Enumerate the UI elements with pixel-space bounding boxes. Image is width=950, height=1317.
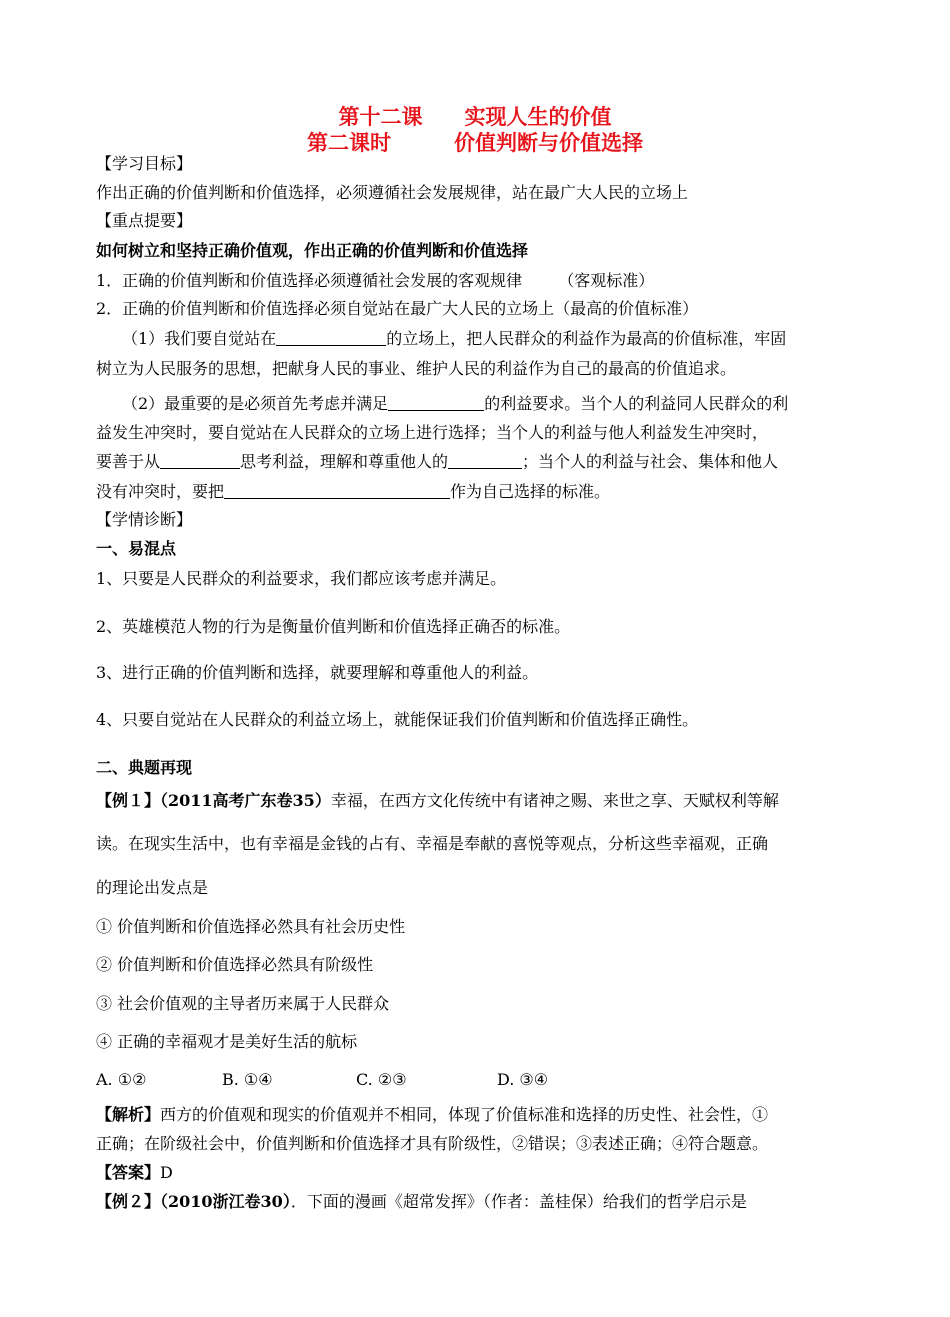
fill-blank-4[interactable] <box>448 451 522 469</box>
example-2-tag: 【例２】 <box>96 1192 161 1211</box>
key-points-subheading: 如何树立和坚持正确价值观，作出正确的价值判断和价值选择 <box>96 241 529 260</box>
fill-blank-5[interactable] <box>224 481 450 499</box>
confusion-item-3: 3、进行正确的价值判断和选择，就要理解和尊重他人的利益。 <box>96 663 539 682</box>
section-confusion-points: 一、易混点 <box>96 539 177 558</box>
analysis-tag: 【解析】 <box>96 1105 161 1124</box>
diagnosis-heading: 【学情诊断】 <box>96 510 193 529</box>
paragraph-1-line-2: 树立为人民服务的思想，把献身人民的事业、维护人民的利益作为自己的最高的价值追求。 <box>96 359 737 378</box>
confusion-item-1: 1、只要是人民群众的利益要求，我们都应该考虑并满足。 <box>96 569 507 588</box>
example-1-line-1: 【例１】（2011高考广东卷35）幸福，在西方文化传统中有诸神之赐、来世之享、天赋权利等解 <box>96 791 779 810</box>
lesson-title: 第十二课 实现人生的价值 <box>338 104 612 129</box>
key-point-2: 2．正确的价值判断和价值选择必须自觉站在最广大人民的立场上（最高的价值标准） <box>96 299 699 318</box>
choice-d: D. ③④ <box>497 1070 549 1089</box>
option-3: ③ 社会价值观的主导者历来属于人民群众 <box>96 994 390 1013</box>
objectives-heading: 【学习目标】 <box>96 154 193 173</box>
option-2: ② 价值判断和价值选择必然具有阶级性 <box>96 955 374 974</box>
answer-value: D <box>160 1163 173 1182</box>
confusion-item-4: 4、只要自觉站在人民群众的利益立场上，就能保证我们价值判断和价值选择正确性。 <box>96 710 699 729</box>
key-point-1-note: （客观标准） <box>558 271 655 290</box>
paragraph-2-line-2: 益发生冲突时，要自觉站在人民群众的立场上进行选择；当个人的利益与他人利益发生冲突时， <box>96 423 769 442</box>
analysis-line-1: 【解析】西方的价值观和现实的价值观并不相同，体现了价值标准和选择的历史性、社会性，① <box>96 1105 769 1124</box>
lesson-subtitle: 第二课时 价值判断与价值选择 <box>307 130 643 155</box>
key-point-1 <box>96 270 654 292</box>
example-1-source: （2011高考广东卷35） <box>160 791 331 810</box>
answer-tag: 【答案】 <box>96 1163 161 1182</box>
paragraph-2-line-4: 没有冲突时，要把 作为自己选择的标准。 <box>96 482 611 501</box>
choice-a: A. ①② <box>96 1070 147 1089</box>
fill-blank-1[interactable] <box>276 328 386 346</box>
example-1-tag: 【例１】 <box>96 791 161 810</box>
analysis-line-2: 正确；在阶级社会中，价值判断和价值选择才具有阶级性，②错误；③表述正确；④符合题意。 <box>96 1134 769 1153</box>
example-2-source: （2010浙江卷30） <box>160 1192 291 1211</box>
example-1-line-2: 读。在现实生活中，也有幸福是金钱的占有、幸福是奉献的喜悦等观点，分析这些幸福观，正确 <box>96 834 769 853</box>
fill-blank-3[interactable] <box>160 451 240 469</box>
confusion-item-2: 2、英雄模范人物的行为是衡量价值判断和价值选择正确否的标准。 <box>96 617 571 636</box>
paragraph-1-line-1: （1）我们要自觉站在 的立场上，把人民群众的利益作为最高的价值标准，牢固 <box>122 329 787 348</box>
option-1: ① 价值判断和价值选择必然具有社会历史性 <box>96 917 406 936</box>
section-typical-questions: 二、典题再现 <box>96 758 193 777</box>
option-4: ④ 正确的幸福观才是美好生活的航标 <box>96 1032 358 1051</box>
choice-b: B. ①④ <box>222 1070 273 1089</box>
paragraph-2-line-3: 要善于从 思考利益，理解和尊重他人的 ；当个人的利益与社会、集体和他人 <box>96 452 779 471</box>
paragraph-2-line-1: （2）最重要的是必须首先考虑并满足 的利益要求。当个人的利益同人民群众的利 <box>122 394 789 413</box>
key-point-1-text: 1．正确的价值判断和价值选择必须遵循社会发展的客观规律 <box>96 271 523 290</box>
example-2-line-1: 【例２】（2010浙江卷30）．下面的漫画《超常发挥》（作者：盖桂保）给我们的哲学启示是 <box>96 1192 747 1211</box>
key-points-heading: 【重点提要】 <box>96 211 193 230</box>
fill-blank-2[interactable] <box>388 393 484 411</box>
objectives-text: 作出正确的价值判断和价值选择，必须遵循社会发展规律，站在最广大人民的立场上 <box>96 183 689 202</box>
answer-line <box>96 1162 173 1184</box>
example-1-line-3: 的理论出发点是 <box>96 878 209 897</box>
choice-c: C. ②③ <box>356 1070 407 1089</box>
